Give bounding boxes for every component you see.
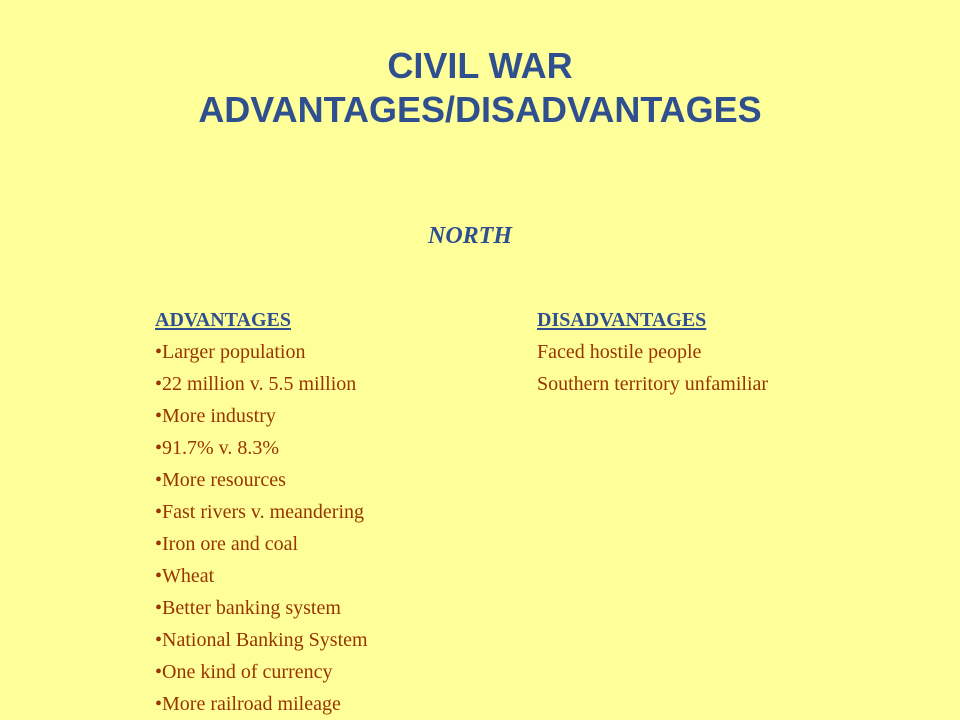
advantages-column: [155, 304, 515, 720]
disadvantage-item: Faced hostile people: [537, 341, 702, 363]
advantage-item: • Larger population: [155, 336, 515, 368]
advantage-item: • National Banking System: [155, 624, 515, 656]
advantage-item: • 91.7% v. 8.3%: [155, 432, 515, 464]
advantage-item: • More industry: [155, 400, 515, 432]
slide-subtitle: NORTH: [428, 223, 512, 249]
advantage-item: • Fast rivers v. meandering: [155, 496, 515, 528]
advantage-item: • More railroad mileage: [155, 688, 515, 720]
title-line-2: ADVANTAGES/DISADVANTAGES: [198, 89, 762, 130]
disadvantages-heading: DISADVANTAGES: [537, 309, 707, 331]
advantage-item: • 22 million v. 5.5 million: [155, 368, 515, 400]
advantage-item: • Wheat: [155, 560, 515, 592]
advantages-heading: ADVANTAGES: [155, 309, 291, 331]
advantage-item: • Iron ore and coal: [155, 528, 515, 560]
advantage-item: • More resources: [155, 464, 515, 496]
title-line-1: CIVIL WAR: [387, 45, 573, 86]
disadvantage-item: Southern territory unfamiliar: [537, 373, 769, 395]
advantage-item: • One kind of currency: [155, 656, 515, 688]
disadvantages-column: [537, 304, 937, 400]
advantage-item: • Better banking system: [155, 592, 515, 624]
slide-title: [0, 44, 960, 132]
